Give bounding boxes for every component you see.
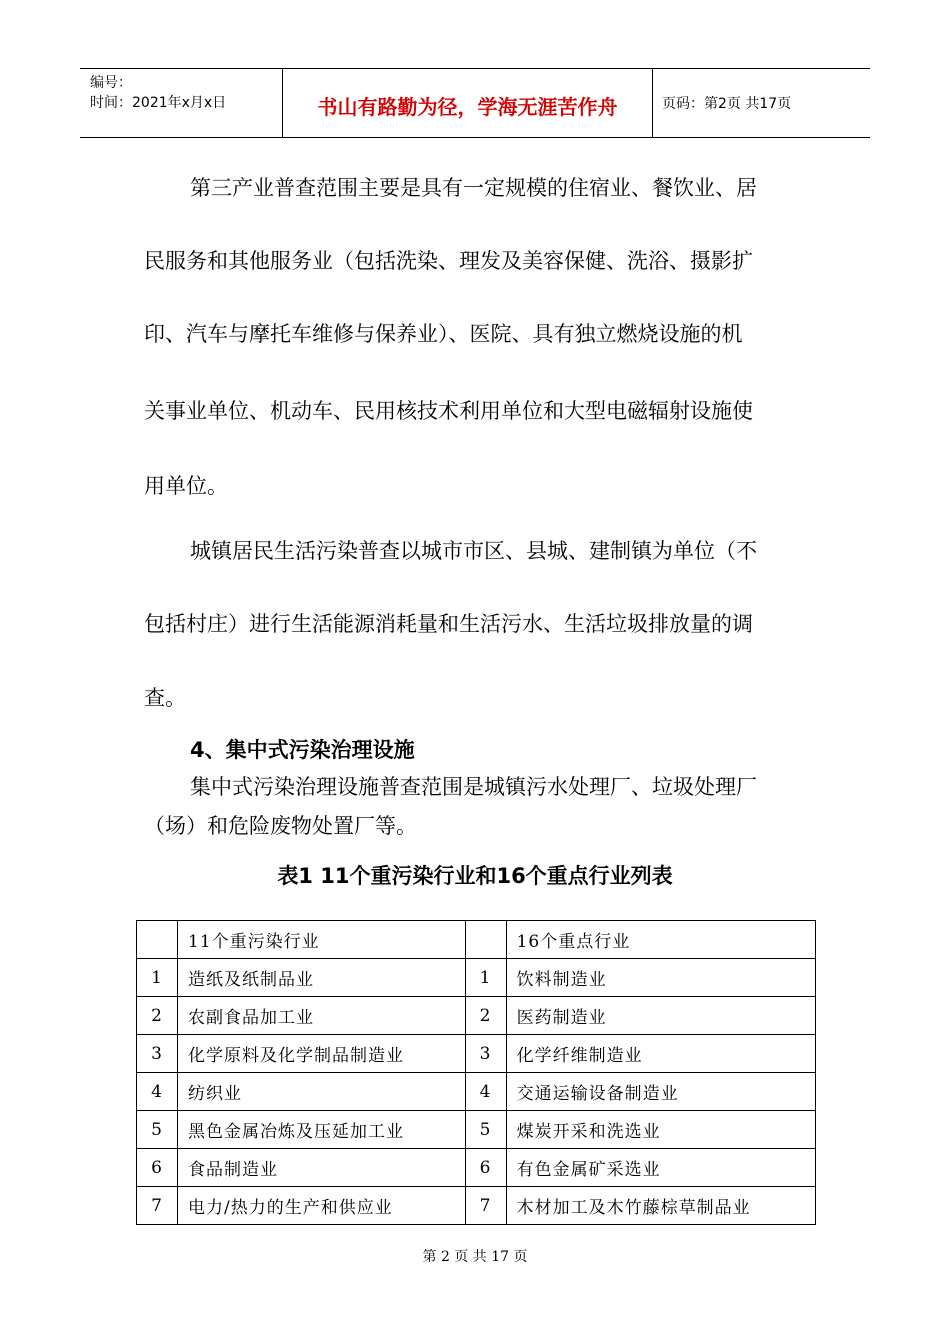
row-number: 3 [465, 1035, 506, 1073]
table-row [137, 959, 816, 997]
table-caption: 表1 11个重污染行业和16个重点行业列表 [277, 864, 673, 888]
heavy-pollution-industry: 纺织业 [178, 1073, 466, 1111]
row-number: 3 [137, 1035, 178, 1073]
key-industry: 有色金属矿采选业 [506, 1149, 815, 1187]
heavy-pollution-industry: 黑色金属冶炼及压延加工业 [178, 1111, 466, 1149]
row-number: 6 [137, 1149, 178, 1187]
table-row [137, 1111, 816, 1149]
header-motto: 书山有路勤为径，学海无涯苦作舟 [317, 95, 618, 119]
row-number: 5 [137, 1111, 178, 1149]
table-header-key-industries: 16个重点行业 [506, 921, 815, 959]
table-row [137, 997, 816, 1035]
document-number-label: 编号： [90, 75, 132, 91]
heavy-pollution-industry: 造纸及纸制品业 [178, 959, 466, 997]
paragraph-line: （场）和危险废物处置厂等。 [144, 814, 417, 838]
table-header-row [137, 921, 816, 959]
industry-table [136, 920, 816, 1225]
header-meta [90, 73, 226, 113]
table-row [137, 1035, 816, 1073]
paragraph-line: 民服务和其他服务业（包括洗染、理发及美容保健、洗浴、摄影扩 [144, 249, 753, 273]
document-time-label: 时间：2021年x月x日 [90, 95, 227, 111]
paragraph-line: 城镇居民生活污染普查以城市市区、县城、建制镇为单位（不 [190, 539, 757, 563]
section-heading: 4、集中式污染治理设施 [190, 738, 415, 762]
row-number: 1 [137, 959, 178, 997]
paragraph-line: 关事业单位、机动车、民用核技术利用单位和大型电磁辐射设施使 [144, 399, 753, 423]
paragraph-line: 查。 [144, 686, 186, 710]
page-footer: 第 2 页 共 17 页 [422, 1249, 528, 1265]
key-industry: 医药制造业 [506, 997, 815, 1035]
heavy-pollution-industry: 电力/热力的生产和供应业 [178, 1187, 466, 1225]
paragraph-line: 第三产业普查范围主要是具有一定规模的住宿业、餐饮业、居 [190, 176, 757, 200]
key-industry: 交通运输设备制造业 [506, 1073, 815, 1111]
row-number: 4 [465, 1073, 506, 1111]
header-divider [652, 69, 653, 137]
heavy-pollution-industry: 农副食品加工业 [178, 997, 466, 1035]
paragraph-line: 包括村庄）进行生活能源消耗量和生活污水、生活垃圾排放量的调 [144, 612, 753, 636]
row-number: 4 [137, 1073, 178, 1111]
paragraph-line: 印、汽车与摩托车维修与保养业）、医院、具有独立燃烧设施的机 [144, 322, 743, 346]
row-number: 1 [465, 959, 506, 997]
table-cell [465, 921, 506, 959]
header-page-number: 页码：第2页 共17页 [662, 96, 792, 112]
row-number: 7 [137, 1187, 178, 1225]
key-industry: 煤炭开采和洗选业 [506, 1111, 815, 1149]
heavy-pollution-industry: 化学原料及化学制品制造业 [178, 1035, 466, 1073]
table-row [137, 1073, 816, 1111]
table-header-heavy-pollution: 11个重污染行业 [178, 921, 466, 959]
row-number: 5 [465, 1111, 506, 1149]
key-industry: 木材加工及木竹藤棕草制品业 [506, 1187, 815, 1225]
table-cell [137, 921, 178, 959]
heavy-pollution-industry: 食品制造业 [178, 1149, 466, 1187]
paragraph-line: 用单位。 [144, 474, 228, 498]
table-row [137, 1149, 816, 1187]
table-row [137, 1187, 816, 1225]
key-industry: 化学纤维制造业 [506, 1035, 815, 1073]
key-industry: 饮料制造业 [506, 959, 815, 997]
row-number: 2 [137, 997, 178, 1035]
page-header [80, 68, 870, 138]
row-number: 6 [465, 1149, 506, 1187]
row-number: 2 [465, 997, 506, 1035]
row-number: 7 [465, 1187, 506, 1225]
paragraph-line: 集中式污染治理设施普查范围是城镇污水处理厂、垃圾处理厂 [190, 775, 757, 799]
